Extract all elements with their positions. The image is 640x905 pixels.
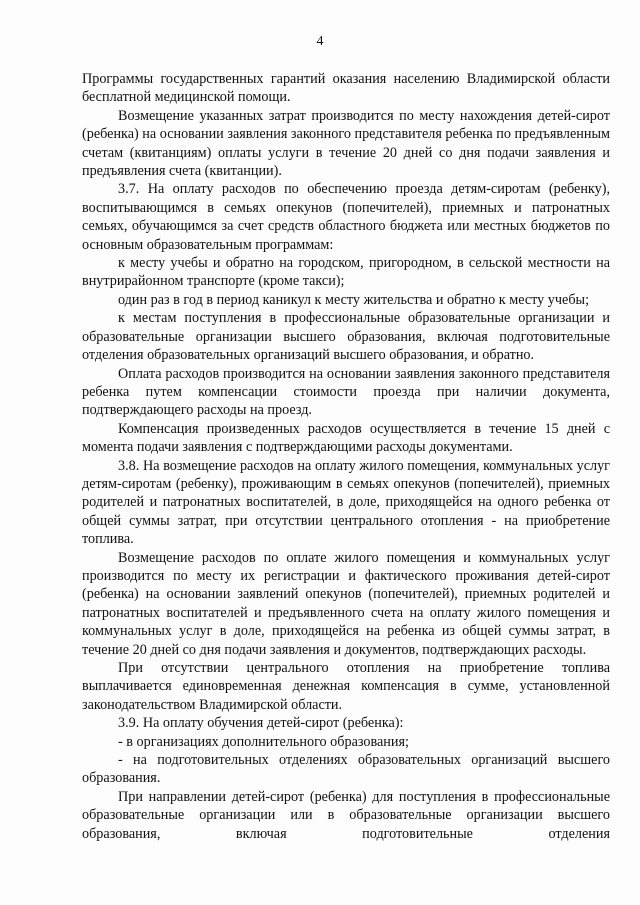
paragraph-p-12: 3.9. На оплату обучения детей-сирот (ребенка): [118, 715, 404, 732]
paragraph-p-13: - в организациях дополнительного образования; [118, 733, 409, 750]
paragraph-p-03: 3.7. На оплату расходов по обеспечению проезда детям-сиротам (ребенку), воспитывающимся в семьях опекунов (попечителей), приемных и патронатных семьях, обучающимся за счет средств областного бюджета или местных бюджетов по основным образовательным программам: [82, 181, 610, 253]
paragraph-p-05: один раз в год в период каникул к месту жительства и обратно к месту учебы; [118, 291, 590, 308]
paragraph-p-11: При отсутствии центрального отопления на приобретение топлива выплачивается единовременная денежная компенсация в сумме, установленной законодательством Владимирской области. [82, 660, 610, 713]
paragraph-p-02: Возмещение указанных затрат производится по месту нахождения детей-сирот (ребенка) на основании заявления законного представителя ребенка по предъявленным счетам (квитанциям) оплаты услуги в течение 20 дней со дня подачи заявления и предъявления счета (квитанции). [82, 107, 610, 180]
paragraph-p-04: к месту учебы и обратно на городском, пригородном, в сельской местности на внутрирайонном транспорте (кроме такси); [82, 255, 610, 290]
paragraph-p-01: Программы государственных гарантий оказания населению Владимирской области бесплатной медицинской помощи. [82, 71, 610, 106]
paragraph-p-10: Возмещение расходов по оплате жилого помещения и коммунальных услуг производится по месту их регистрации и фактического проживания детей-сирот (ребенка) на основании заявлений опекунов (попечителей), приемных родителей и патронатных воспитателей и предъявленного счета на оплату жилого помещения и коммунальных услуг в доле, приходящейся на ребенка из общей суммы затрат, в течение 20 дней со дня подачи заявления и документов, подтверждающих расходы. [82, 549, 610, 658]
paragraph-p-15: При направлении детей-сирот (ребенка) для поступления в профессиональные образовательные организации или в образовательные организации высшего образования, включая подготовительные отделения [82, 788, 610, 842]
page-number: 4 [316, 34, 324, 49]
document-body [82, 70, 610, 843]
paragraph-p-07: Оплата расходов производится на основании заявления законного представителя ребенка путем компенсации стоимости проезда при наличии документа, подтверждающего расходы на проезд. [82, 365, 610, 419]
paragraph-p-09: 3.8. На возмещение расходов на оплату жилого помещения, коммунальных услуг детям-сиротам (ребенку), проживающим в семьях опекунов (попечителей), приемных родителей и патронатных воспитателей, в доле, приходящейся на одного ребенка от общей суммы затрат, при отсутствии центрального отопления - на приобретение топлива. [82, 457, 610, 548]
paragraph-p-14: - на подготовительных отделениях образовательных организаций высшего образования. [82, 752, 610, 787]
paragraph-p-06: к местам поступления в профессиональные образовательные организации и образовательные организации высшего образования, включая подготовительные отделения образовательных организаций высшего образования, и обратно. [82, 310, 610, 364]
paragraph-p-08: Компенсация произведенных расходов осуществляется в течение 15 дней с момента подачи заявления с подтверждающими расходы документами. [82, 420, 610, 456]
